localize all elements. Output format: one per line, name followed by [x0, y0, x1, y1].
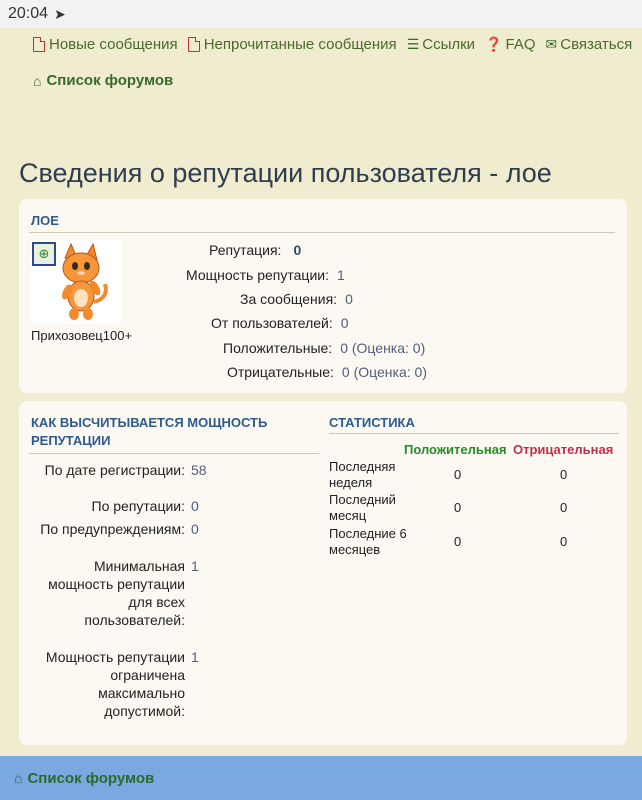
reputation-row	[209, 242, 301, 258]
footer-bar	[0, 756, 642, 800]
nav-links[interactable]	[407, 36, 475, 53]
stats-heading: СТАТИСТИКА	[329, 415, 415, 430]
forum-list-label: Список форумов	[46, 72, 174, 89]
nav-faq-label: FAQ	[505, 35, 536, 53]
document-icon	[188, 37, 200, 52]
power-row-reputation	[29, 497, 319, 515]
positive-row	[223, 340, 425, 356]
stats-period: Последняя неделя	[329, 459, 396, 490]
nav-contact-label: Связаться	[560, 35, 633, 53]
power-value: 1	[191, 649, 199, 665]
power-row-maximum	[29, 648, 319, 720]
nav-unread-posts-label: Непрочитанные сообщения	[203, 35, 397, 53]
power-row-minimum	[29, 557, 319, 629]
divider	[329, 433, 619, 434]
status-time: 20:04	[8, 5, 49, 22]
nav-new-posts[interactable]	[33, 36, 178, 53]
power-row-registration	[29, 461, 319, 479]
top-nav	[33, 32, 642, 56]
negative-row	[227, 364, 427, 380]
nav-contact[interactable]	[546, 36, 633, 53]
reputation-power-row	[186, 267, 345, 283]
stats-negative-value: 0	[560, 500, 568, 515]
stats-positive-value: 0	[454, 500, 462, 515]
from-users-value: 0	[340, 315, 349, 331]
forum-list-link-top[interactable]	[33, 72, 173, 89]
nav-links-label: Ссылки	[422, 35, 476, 53]
power-value: 0	[191, 521, 199, 537]
stats-positive-value: 0	[454, 467, 462, 482]
power-label: Мощность репутации ограничена максимально допустимой:	[45, 649, 185, 719]
home-icon: ⌂	[33, 72, 42, 89]
negative-value: 0 (Оценка: 0)	[341, 364, 427, 380]
stats-col-positive: Положительная	[404, 442, 507, 457]
positive-value: 0 (Оценка: 0)	[340, 340, 426, 356]
list-icon: ☰	[406, 35, 420, 52]
for-posts-value: 0	[345, 291, 353, 307]
reputation-panel	[19, 199, 627, 393]
reputation-label: Репутация:	[209, 242, 282, 258]
page-title: Сведения о репутации пользователя - лое	[19, 158, 552, 188]
power-label: По дате регистрации:	[44, 462, 185, 478]
username-heading: ЛОЕ	[31, 213, 59, 228]
question-icon: ❓	[485, 35, 503, 52]
home-icon: ⌂	[14, 770, 23, 786]
stats-negative-value: 0	[560, 534, 568, 549]
status-bar	[0, 0, 642, 28]
for-posts-row	[240, 291, 353, 307]
forum-list-link-bottom[interactable]	[14, 770, 154, 787]
from-users-row	[211, 315, 349, 331]
stats-negative-value: 0	[560, 467, 568, 482]
forum-list-label: Список форумов	[27, 769, 155, 787]
user-rank: Прихозовец100+	[31, 328, 133, 343]
stats-col-negative: Отрицательная	[513, 442, 614, 457]
power-value: 0	[191, 498, 199, 514]
reputation-power-value: 1	[336, 267, 345, 283]
divider	[29, 232, 615, 233]
nav-unread-posts[interactable]	[188, 36, 397, 53]
reputation-power-label: Мощность репутации:	[186, 267, 329, 283]
for-posts-label: За сообщения:	[240, 291, 338, 307]
stats-period: Последний месяц	[329, 492, 396, 523]
power-stats-panel	[19, 401, 627, 745]
power-heading: КАК ВЫСЧИТЫВАЕТСЯ МОЩНОСТЬ РЕПУТАЦИИ	[31, 415, 268, 448]
nav-faq[interactable]	[485, 36, 535, 53]
power-label: По репутации:	[91, 498, 185, 514]
negative-label: Отрицательные:	[227, 364, 334, 380]
nav-new-posts-label: Новые сообщения	[49, 35, 178, 53]
power-value: 1	[191, 558, 199, 574]
power-value: 58	[191, 462, 207, 478]
reputation-value: 0	[293, 242, 302, 258]
power-label: По предупреждениям:	[40, 521, 185, 537]
power-label: Минимальная мощность репутации для всех пользователей:	[48, 558, 185, 628]
document-icon	[33, 37, 45, 52]
power-row-warnings	[29, 520, 319, 538]
envelope-icon: ✉	[545, 35, 558, 52]
stats-positive-value: 0	[454, 534, 462, 549]
positive-label: Положительные:	[223, 340, 333, 356]
zoom-icon[interactable]: ⊕	[32, 242, 56, 266]
stats-period: Последние 6 месяцев	[329, 526, 407, 557]
divider	[29, 453, 319, 454]
telegram-icon: ➤	[54, 5, 66, 22]
from-users-label: От пользователей:	[211, 315, 333, 331]
avatar[interactable]	[31, 240, 121, 324]
